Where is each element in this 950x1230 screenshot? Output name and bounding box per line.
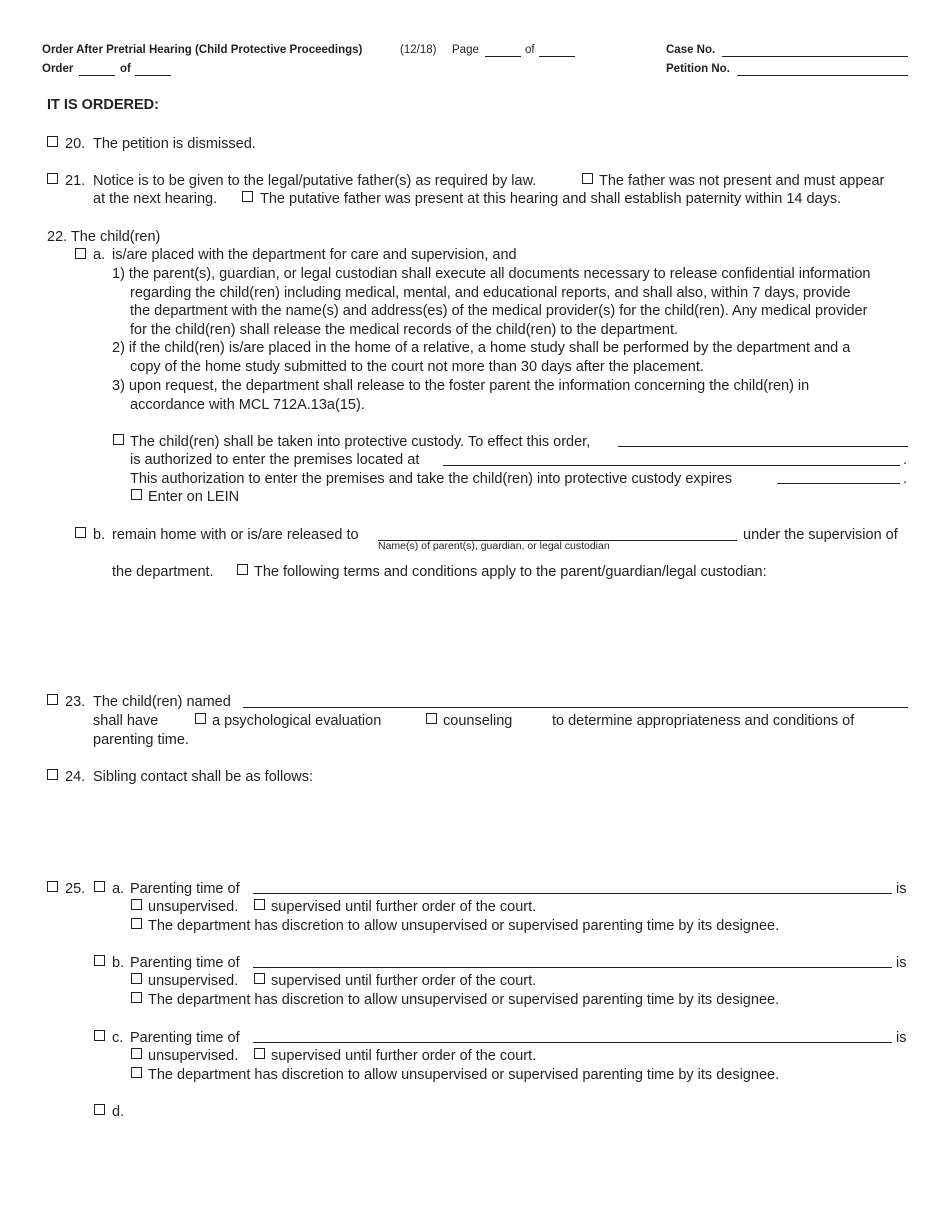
item-25-number: 25. [65, 881, 86, 897]
lein-text: Enter on LEIN [148, 489, 240, 505]
custody-officer-field[interactable] [618, 446, 908, 447]
item-22a-letter: a. [93, 247, 106, 263]
father-present-checkbox[interactable] [242, 191, 253, 202]
terms-conditions-text: The following terms and conditions apply to the parent/guardian/legal custodian: [254, 564, 767, 580]
premises-address-field[interactable] [443, 465, 900, 466]
item-25c-parent-field[interactable] [253, 1042, 892, 1043]
father-present-text: The putative father was present at this hearing and shall establish paternity within 14 days. [260, 191, 842, 207]
item-21-number: 21. [65, 173, 86, 189]
expiration-date-field[interactable] [777, 483, 900, 484]
order-number-field[interactable] [79, 75, 115, 76]
item-25c-supervised-checkbox[interactable] [254, 1048, 265, 1059]
ordered-heading: IT IS ORDERED: [47, 97, 159, 113]
item-22a-3-line2: accordance with MCL 712A.13a(15). [130, 397, 365, 413]
protective-custody-text: The child(ren) shall be taken into protective custody. To effect this order, [130, 434, 591, 450]
premises-period: . [903, 452, 908, 468]
order-total-field[interactable] [135, 75, 171, 76]
item-22b-text: remain home with or is/are released to [112, 527, 359, 543]
counseling-text: counseling [443, 713, 513, 729]
form-title: Order After Pretrial Hearing (Child Protective Proceedings) [42, 44, 363, 56]
item-25c-discretion-text: The department has discretion to allow unsupervised or supervised parenting time by its designee. [148, 1067, 780, 1083]
item-22a-text: is/are placed with the department for care and supervision, and [112, 247, 517, 263]
item-23-checkbox[interactable] [47, 694, 58, 705]
case-no-field[interactable] [722, 56, 908, 57]
item-25a-supervised-text: supervised until further order of the court. [271, 899, 537, 915]
item-25c-letter: c. [112, 1030, 124, 1046]
released-to-caption: Name(s) of parent(s), guardian, or legal custodian [378, 540, 610, 552]
item-25a-checkbox[interactable] [94, 881, 105, 892]
authorization-expires-text: This authorization to enter the premises and take the child(ren) into protective custody expires [130, 471, 733, 487]
item-25c-supervised-text: supervised until further order of the court. [271, 1048, 537, 1064]
order-of-label: of [120, 63, 131, 75]
item-22a-checkbox[interactable] [75, 248, 86, 259]
item-23-text: The child(ren) named [93, 694, 231, 710]
item-25b-is: is [896, 955, 907, 971]
item-25c-checkbox[interactable] [94, 1030, 105, 1041]
petition-no-field[interactable] [737, 75, 908, 76]
item-25b-discretion-checkbox[interactable] [131, 992, 142, 1003]
authorized-text: is authorized to enter the premises located at [130, 452, 420, 468]
lein-checkbox[interactable] [131, 489, 142, 500]
item-22a-1-line1: 1) the parent(s), guardian, or legal custodian shall execute all documents necessary to release confidential information [112, 266, 871, 282]
page-number-field[interactable] [485, 56, 521, 57]
item-21-line1: Notice is to be given to the legal/putative father(s) as required by law. [93, 173, 537, 189]
item-25c-discretion-checkbox[interactable] [131, 1067, 142, 1078]
psych-eval-text: a psychological evaluation [212, 713, 382, 729]
item-25c-unsupervised-checkbox[interactable] [131, 1048, 142, 1059]
item-25c-is: is [896, 1030, 907, 1046]
item-25d-letter: d. [112, 1104, 125, 1120]
order-label: Order [42, 63, 74, 75]
terms-conditions-checkbox[interactable] [237, 564, 248, 575]
item-22a-3-line1: 3) upon request, the department shall release to the foster parent the information concerning the child(ren) in [112, 378, 810, 394]
item-22a-2-line1: 2) if the child(ren) is/are placed in the home of a relative, a home study shall be performed by the department and a [112, 340, 851, 356]
item-25b-parent-field[interactable] [253, 967, 892, 968]
father-not-present-checkbox[interactable] [582, 173, 593, 184]
department-text: the department. [112, 564, 214, 580]
item-25c-unsupervised-text: unsupervised. [148, 1048, 239, 1064]
item-20-text: The petition is dismissed. [93, 136, 256, 152]
item-22a-2-line2: copy of the home study submitted to the court not more than 30 days after the placement. [130, 359, 704, 375]
item-25c-parenting-text: Parenting time of [130, 1030, 240, 1046]
item-22-heading: 22. The child(ren) [47, 229, 161, 245]
item-22b-checkbox[interactable] [75, 527, 86, 538]
item-25a-supervised-checkbox[interactable] [254, 899, 265, 910]
purpose-text: to determine appropriateness and conditions of [552, 713, 855, 729]
item-24-number: 24. [65, 769, 86, 785]
item-25a-discretion-checkbox[interactable] [131, 918, 142, 929]
item-21-line2: at the next hearing. [93, 191, 218, 207]
item-25b-letter: b. [112, 955, 125, 971]
protective-custody-checkbox[interactable] [113, 434, 124, 445]
item-25b-supervised-text: supervised until further order of the court. [271, 973, 537, 989]
item-25b-checkbox[interactable] [94, 955, 105, 966]
psych-eval-checkbox[interactable] [195, 713, 206, 724]
item-25a-unsupervised-text: unsupervised. [148, 899, 239, 915]
case-no-label: Case No. [666, 44, 716, 56]
item-25b-unsupervised-text: unsupervised. [148, 973, 239, 989]
item-25a-discretion-text: The department has discretion to allow unsupervised or supervised parenting time by its designee. [148, 918, 780, 934]
expires-period: . [903, 471, 908, 487]
item-20-number: 20. [65, 136, 86, 152]
item-22b-letter: b. [93, 527, 106, 543]
page-label: Page [452, 44, 479, 56]
item-21-checkbox[interactable] [47, 173, 58, 184]
item-22a-1-line4: for the child(ren) shall release the medical records of the child(ren) to the department. [130, 322, 679, 338]
item-25a-letter: a. [112, 881, 125, 897]
item-25a-is: is [896, 881, 907, 897]
item-25a-unsupervised-checkbox[interactable] [131, 899, 142, 910]
item-25b-supervised-checkbox[interactable] [254, 973, 265, 984]
page-of-label: of [525, 44, 535, 56]
item-25a-parent-field[interactable] [253, 893, 892, 894]
petition-no-label: Petition No. [666, 63, 730, 75]
supervision-text: under the supervision of [743, 527, 898, 543]
father-not-present-text: The father was not present and must appear [599, 173, 885, 189]
item-24-checkbox[interactable] [47, 769, 58, 780]
item-20-checkbox[interactable] [47, 136, 58, 147]
item-22a-1-line2: regarding the child(ren) including medical, mental, and educational reports, and shall also, within 7 days, provide [130, 285, 851, 301]
counseling-checkbox[interactable] [426, 713, 437, 724]
item-23-number: 23. [65, 694, 86, 710]
page-total-field[interactable] [539, 56, 575, 57]
item-25d-checkbox[interactable] [94, 1104, 105, 1115]
child-named-field[interactable] [243, 707, 908, 708]
item-24-text: Sibling contact shall be as follows: [93, 769, 314, 785]
item-25b-parenting-text: Parenting time of [130, 955, 240, 971]
item-25a-parenting-text: Parenting time of [130, 881, 240, 897]
form-version: (12/18) [400, 44, 437, 56]
item-25b-discretion-text: The department has discretion to allow unsupervised or supervised parenting time by its designee. [148, 992, 780, 1008]
item-22a-1-line3: the department with the name(s) and address(es) of the medical provider(s) for the child(ren). Any medical provider [130, 303, 868, 319]
purpose-text-2: parenting time. [93, 732, 189, 748]
item-25b-unsupervised-checkbox[interactable] [131, 973, 142, 984]
shall-have-text: shall have [93, 713, 159, 729]
item-25-checkbox[interactable] [47, 881, 58, 892]
